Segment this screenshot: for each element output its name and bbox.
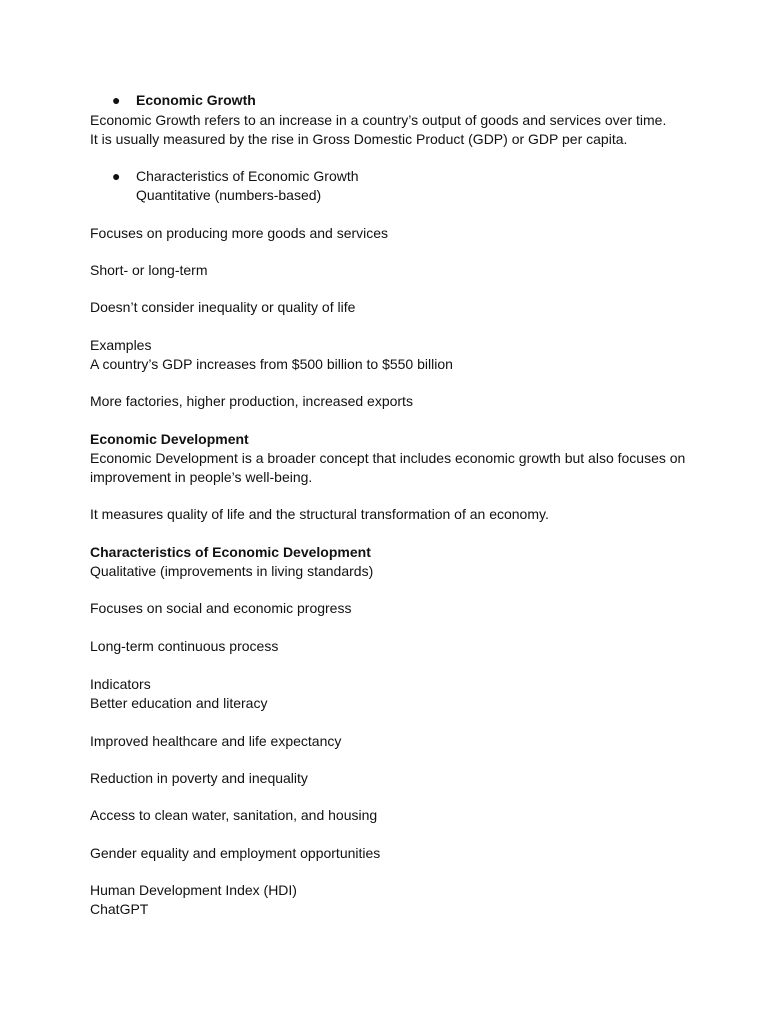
paragraph-line: Economic Growth refers to an increase in a country’s output of goods and services over time. — [90, 112, 667, 128]
paragraph-line: Focuses on producing more goods and services — [90, 225, 389, 241]
bullet-icon: ● — [112, 168, 121, 184]
paragraph-line: Gender equality and employment opportunities — [90, 845, 381, 861]
paragraph-line: Qualitative (improvements in living standards) — [90, 563, 374, 579]
indicators-heading: Indicators — [90, 676, 151, 692]
section-heading-characteristics-development: Characteristics of Economic Development — [90, 544, 371, 560]
paragraph-line: Access to clean water, sanitation, and housing — [90, 807, 378, 823]
paragraph-line: Human Development Index (HDI) — [90, 882, 297, 898]
paragraph-line: Economic Development is a broader concept that includes economic growth but also focuses on — [90, 450, 686, 466]
paragraph-line: More factories, higher production, increased exports — [90, 393, 413, 409]
paragraph-line: It is usually measured by the rise in Gross Domestic Product (GDP) or GDP per capita. — [90, 131, 628, 147]
bullet-sub-line: Quantitative (numbers-based) — [136, 187, 322, 203]
paragraph-line: Better education and literacy — [90, 695, 268, 711]
bullet-item-characteristics-growth — [112, 167, 359, 186]
paragraph-line: improvement in people’s well-being. — [90, 469, 313, 485]
paragraph-line: ChatGPT — [90, 901, 149, 917]
bullet-icon: ● — [112, 92, 121, 108]
paragraph-line: It measures quality of life and the structural transformation of an economy. — [90, 506, 549, 522]
paragraph-line: Focuses on social and economic progress — [90, 600, 352, 616]
paragraph-line: Improved healthcare and life expectancy — [90, 733, 342, 749]
bullet-item-economic-growth — [112, 91, 256, 110]
section-heading-economic-growth: Economic Growth — [136, 92, 256, 108]
paragraph-line: Reduction in poverty and inequality — [90, 770, 308, 786]
examples-heading: Examples — [90, 337, 152, 353]
paragraph-line: Short- or long-term — [90, 262, 208, 278]
subsection-heading: Characteristics of Economic Growth — [136, 168, 359, 184]
paragraph-line: A country’s GDP increases from $500 billion to $550 billion — [90, 356, 453, 372]
paragraph-line: Doesn’t consider inequality or quality of life — [90, 299, 356, 315]
paragraph-line: Long-term continuous process — [90, 638, 279, 654]
section-heading-economic-development: Economic Development — [90, 431, 249, 447]
